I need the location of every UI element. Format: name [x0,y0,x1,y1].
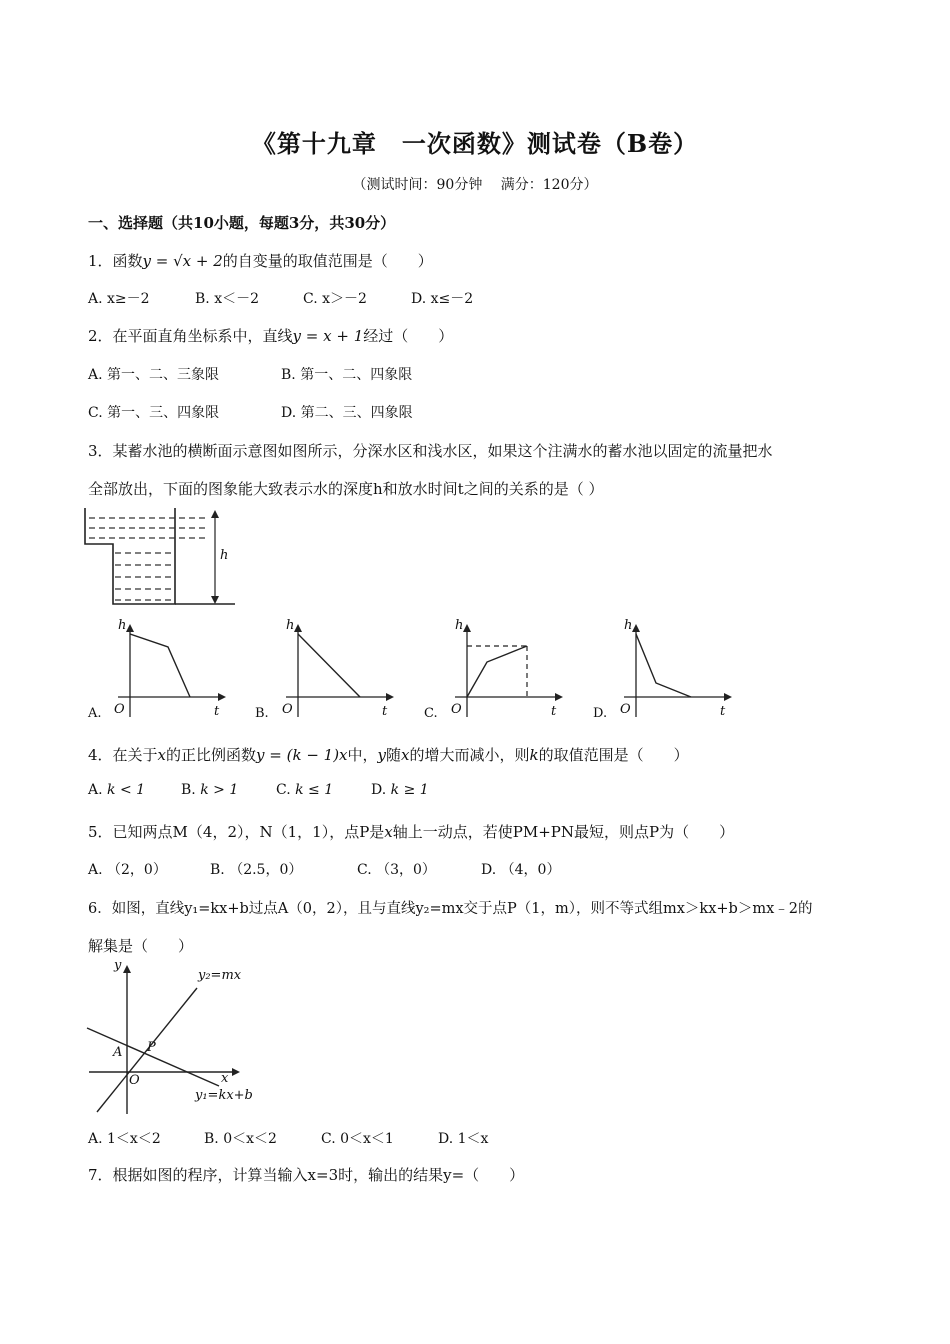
graph-c [447,622,567,722]
q5-option-d: D. （4，0） [481,862,561,878]
graph-a-curve [130,634,190,697]
graph-d-h-label: h [624,618,633,633]
q2-stem-post: 经过（ ） [363,327,454,345]
q4-option-d-formula: k ≥ 1 [390,782,429,798]
q5-option-a: A. （2，0） [88,862,167,878]
q6-graph [85,960,285,1120]
question-1-stem [88,250,433,271]
q4-var-x2: x [401,746,410,764]
q4-var-k: k [529,746,539,764]
question-5-stem [88,821,734,842]
q6-option-b: B. 0＜x＜2 [204,1131,277,1147]
q4-stem-d: 随 [386,746,402,764]
q4-option-a [88,782,145,798]
graph-a [110,622,230,722]
q4-stem-b: 的正比例函数 [166,746,257,764]
q5-stem-b: 轴上一动点，若使PM+PN最短，则点P为（ ） [392,823,735,841]
q5-option-b: B. （2.5，0） [210,862,303,878]
question-7-stem: 7．根据如图的程序，计算当输入x=3时，输出的结果y=（ ） [88,1166,525,1184]
q2-option-c: C. 第一、三、四象限 [88,405,220,421]
q4-formula: y = (k − 1)x [256,746,348,764]
graph-d-option-label: D. [593,706,608,721]
q4-var-y: y [377,746,387,764]
question-6-stem-line1: 6．如图，直线y₁=kx+b过点A（0，2），且与直线y₂=mx交于点P（1，m），则不等式组mx＞kx+b＞mx﹣2的 [88,901,813,917]
question-3-stem-line2: 全部放出，下面的图象能大致表示水的深度h和放水时间t之间的关系的是（ ） [88,480,604,498]
q1-formula: y = √x + 2 [142,252,223,270]
q6-y1-label: y₁=kx+b [195,1088,253,1103]
q4-option-b-formula: k > 1 [200,782,239,798]
q2-formula: y = x + 1 [292,327,364,345]
graph-c-h-label: h [455,618,464,633]
q4-option-a-letter: A. [88,782,103,798]
q2-option-d: D. 第二、三、四象限 [281,405,413,421]
graph-b-option-label: B. [255,706,269,721]
graph-d [616,622,736,722]
q4-stem-a: 4．在关于 [88,746,158,764]
q5-var-x: x [384,823,393,841]
q6-option-c: C. 0＜x＜1 [321,1131,394,1147]
q4-stem-f: 的取值范围是（ ） [538,746,689,764]
graph-a-option-label: A. [88,706,102,721]
graph-b [278,622,398,722]
q4-option-c-formula: k ≤ 1 [295,782,334,798]
q1-option-b: B. x＜－2 [195,291,259,307]
reservoir-h-label: h [220,548,229,563]
q1-stem-post: 的自变量的取值范围是（ ） [222,252,433,270]
q1-stem-pre: 1．函数 [88,252,143,270]
graph-a-h-label: h [118,618,127,633]
graph-d-t-label: t [720,704,726,719]
q2-stem-pre: 2．在平面直角坐标系中，直线 [88,327,293,345]
q4-var-x: x [157,746,167,764]
q4-option-b [181,782,238,798]
q6-option-a: A. 1＜x＜2 [88,1131,161,1147]
q4-option-c-letter: C. [276,782,291,798]
question-2-stem [88,325,453,346]
q1-option-a: A. x≥－2 [88,291,150,307]
graph-b-curve [298,634,360,697]
graph-d-origin: O [620,702,631,717]
q4-stem-e: 的增大而减小，则 [409,746,530,764]
q1-option-d: D. x≤－2 [411,291,474,307]
q4-option-c [276,782,333,798]
graph-b-h-label: h [286,618,295,633]
q4-option-d [371,782,429,798]
q6-origin-label: O [129,1073,140,1088]
q4-stem-c: 中， [347,746,378,764]
q6-x-label: x [221,1071,229,1086]
graph-c-option-label: C. [424,706,438,721]
q6-option-d: D. 1＜x [438,1131,489,1147]
graph-c-origin: O [451,702,462,717]
graph-b-t-label: t [382,704,388,719]
section-heading: 一、选择题（共10小题，每题3分，共30分） [88,214,396,232]
graph-a-t-label: t [214,704,220,719]
q5-option-c: C. （3，0） [357,862,436,878]
q6-point-p-label: P [147,1040,156,1055]
water-lines [89,518,209,600]
q4-option-a-formula: k < 1 [107,782,146,798]
q4-option-d-letter: D. [371,782,387,798]
q6-y2-label: y₂=mx [198,968,242,983]
graph-d-curve [636,634,691,697]
q5-stem-a: 5．已知两点M（4，2），N（1，1），点P是 [88,823,385,841]
question-4-stem [88,744,689,765]
graph-b-origin: O [282,702,293,717]
graph-c-curve [467,646,527,697]
q6-y-label: y [114,958,122,973]
page-subtitle: （测试时间：90分钟 满分：120分） [352,177,598,193]
q2-option-b: B. 第一、二、四象限 [281,367,413,383]
graph-c-t-label: t [551,704,557,719]
q4-option-b-letter: B. [181,782,196,798]
question-3-stem-line1: 3．某蓄水池的横断面示意图如图所示，分深水区和浅水区，如果这个注满水的蓄水池以固定的流量把水 [88,442,773,460]
q2-option-a: A. 第一、二、三象限 [88,367,220,383]
q6-point-a-label: A [113,1045,123,1060]
q1-option-c: C. x＞－2 [303,291,367,307]
q6-line-y1 [87,1028,219,1086]
question-6-stem-line2: 解集是（ ） [88,937,194,955]
page-title: 《第十九章 一次函数》测试卷（B卷） [251,129,699,158]
graph-a-origin: O [114,702,125,717]
